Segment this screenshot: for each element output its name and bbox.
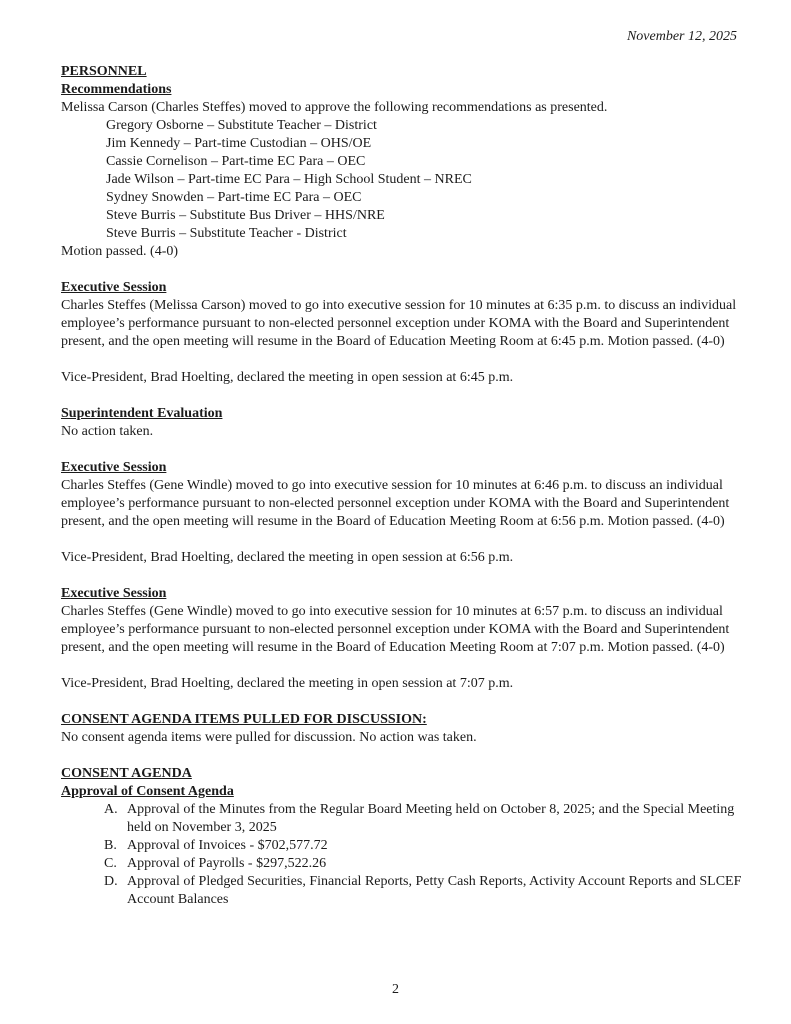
personnel-item: Jade Wilson – Part-time EC Para – High School Student – NREC — [106, 172, 472, 187]
personnel-motion: Melissa Carson (Charles Steffes) moved to approve the following recommendations as presented. — [61, 100, 608, 115]
consent-agenda-item — [104, 801, 751, 837]
personnel-heading: PERSONNEL — [61, 64, 147, 79]
personnel-item: Cassie Cornelison – Part-time EC Para – OEC — [106, 154, 366, 169]
exec-session-3-heading: Executive Session — [61, 586, 167, 601]
list-item-text: Approval of Invoices - $702,577.72 — [127, 838, 328, 853]
personnel-item: Steve Burris – Substitute Bus Driver – HHS/NRE — [106, 208, 385, 223]
list-item-text: Approval of Pledged Securities, Financial Reports, Petty Cash Reports, Activity Account Reports and SLCEF Account Balances — [127, 874, 742, 907]
consent-agenda-list — [61, 801, 751, 909]
consent-agenda-heading: CONSENT AGENDA — [61, 766, 192, 781]
list-marker: C. — [104, 856, 117, 871]
page-number: 2 — [392, 982, 399, 997]
exec-session-2-heading: Executive Session — [61, 460, 167, 475]
approval-consent-agenda-subheading: Approval of Consent Agenda — [61, 784, 234, 799]
personnel-item: Gregory Osborne – Substitute Teacher – District — [106, 118, 377, 133]
consent-pulled-heading: CONSENT AGENDA ITEMS PULLED FOR DISCUSSION: — [61, 712, 427, 727]
consent-agenda-item — [104, 855, 751, 873]
consent-pulled-text: No consent agenda items were pulled for discussion. No action was taken. — [61, 730, 477, 745]
document-date: November 12, 2025 — [626, 29, 737, 44]
exec-session-1-resume: Vice-President, Brad Hoelting, declared the meeting in open session at 6:45 p.m. — [61, 370, 514, 385]
personnel-item: Steve Burris – Substitute Teacher - District — [106, 226, 347, 241]
list-marker: B. — [104, 838, 117, 853]
list-item-text: Approval of Payrolls - $297,522.26 — [127, 856, 327, 871]
recommendations-subheading: Recommendations — [61, 82, 172, 97]
consent-agenda-item — [104, 837, 751, 855]
exec-session-1-heading: Executive Session — [61, 280, 167, 295]
personnel-motion-result: Motion passed. (4-0) — [61, 244, 179, 259]
list-marker: D. — [104, 874, 118, 889]
exec-session-3-text: Charles Steffes (Gene Windle) moved to go into executive session for 10 minutes at 6:57 p.m. to discuss an individual employee’s performance pursuant to non-elected personnel exception under KOMA with the Board and Superintendent present, and the open meeting will resume in the Board of Education Meeting Room at 7:07 p.m. Motion passed. (4-0) — [61, 604, 730, 655]
personnel-item: Sydney Snowden – Part-time EC Para – OEC — [106, 190, 362, 205]
superintendent-evaluation-text: No action taken. — [61, 424, 154, 439]
personnel-item: Jim Kennedy – Part-time Custodian – OHS/OE — [106, 136, 372, 151]
list-marker: A. — [104, 802, 118, 817]
consent-agenda-item — [104, 873, 751, 909]
document-body — [61, 63, 751, 909]
superintendent-evaluation-heading: Superintendent Evaluation — [61, 406, 223, 421]
exec-session-2-text: Charles Steffes (Gene Windle) moved to go into executive session for 10 minutes at 6:46 p.m. to discuss an individual employee’s performance pursuant to non-elected personnel exception under KOMA with the Board and Superintendent present, and the open meeting will resume in the Board of Education Meeting Room at 6:56 p.m. Motion passed. (4-0) — [61, 478, 730, 529]
personnel-list — [61, 117, 751, 243]
list-item-text: Approval of the Minutes from the Regular Board Meeting held on October 8, 2025; and the Special Meeting held on November 3, 2025 — [127, 802, 735, 835]
exec-session-3-resume: Vice-President, Brad Hoelting, declared the meeting in open session at 7:07 p.m. — [61, 676, 514, 691]
exec-session-1-text: Charles Steffes (Melissa Carson) moved to go into executive session for 10 minutes at 6:35 p.m. to discuss an individual employee’s performance pursuant to non-elected personnel exception under KOMA with the Board and Superintendent present, and the open meeting will resume in the Board of Education Meeting Room at 6:45 p.m. Motion passed. (4-0) — [61, 298, 737, 349]
exec-session-2-resume: Vice-President, Brad Hoelting, declared the meeting in open session at 6:56 p.m. — [61, 550, 514, 565]
